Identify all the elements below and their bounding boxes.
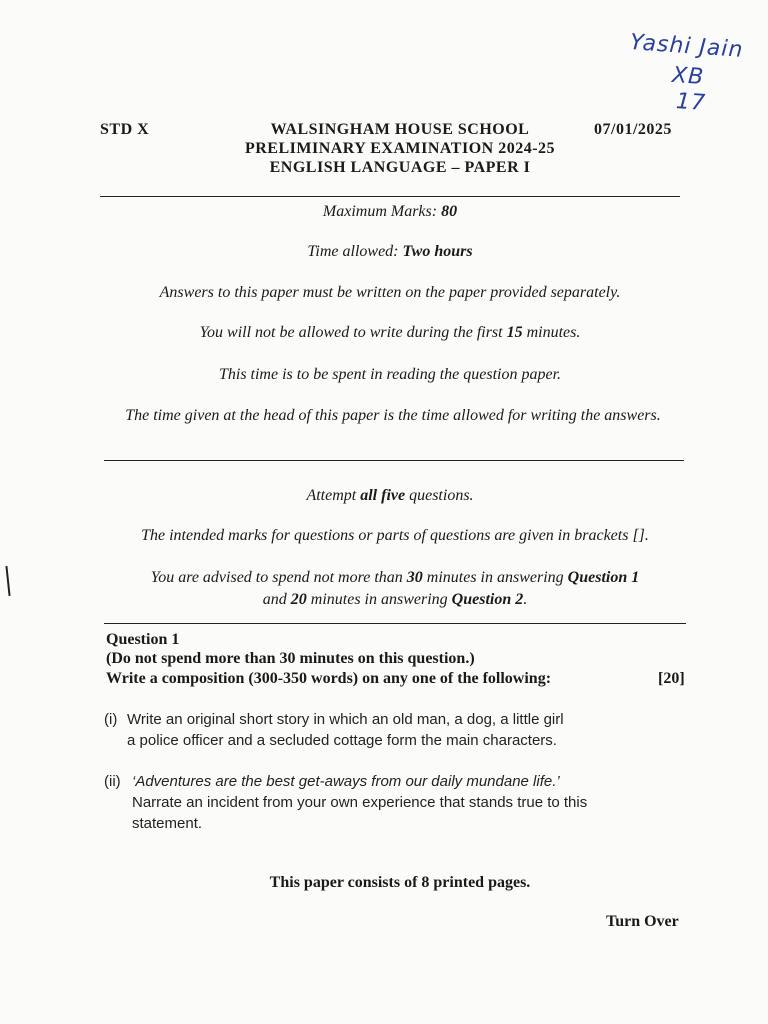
- handwritten-roll: 17: [675, 88, 707, 117]
- paper-subject: ENGLISH LANGUAGE – PAPER I: [269, 159, 531, 176]
- question1-title: Question 1: [106, 631, 180, 648]
- instructions-divider: [104, 460, 684, 461]
- max-marks: Maximum Marks: 80: [322, 203, 458, 220]
- question-divider: [104, 623, 686, 624]
- option-i-text-continued: a police officer and a secluded cottage form the main characters.: [127, 732, 557, 749]
- std-label: STD X: [100, 121, 150, 138]
- pages-note: This paper consists of 8 printed pages.: [269, 874, 531, 891]
- attempt-all: Attempt all five questions.: [306, 487, 474, 504]
- exam-date: 07/01/2025: [594, 121, 672, 138]
- instruction-time-given: The time given at the head of this paper is the time allowed for writing the answers.: [125, 407, 661, 424]
- time-allowed: Time allowed: Two hours: [307, 243, 473, 260]
- time-advice: You are advised to spend not more than 30 minutes in answering Question 1 and 20 minutes in answering Question 2.: [150, 569, 640, 608]
- option-ii-quote: ‘Adventures are the best get-aways from our daily mundane life.’: [132, 773, 560, 790]
- instruction-answers-separate: Answers to this paper must be written on the paper provided separately.: [159, 284, 621, 301]
- turn-over: Turn Over: [606, 913, 679, 930]
- margin-pen-mark: [5, 566, 10, 596]
- option-i-text: Write an original short story in which an old man, a dog, a little girl: [127, 711, 564, 728]
- option-ii-text-continued: statement.: [132, 815, 203, 832]
- exam-title: PRELIMINARY EXAMINATION 2024-25: [244, 140, 556, 157]
- handwritten-class: XB: [671, 62, 706, 91]
- school-name: WALSINGHAM HOUSE SCHOOL: [270, 121, 530, 138]
- question1-time-note: (Do not spend more than 30 minutes on this question.): [106, 650, 475, 667]
- option-ii-text: Narrate an incident from your own experience that stands true to this: [132, 794, 588, 811]
- question1-marks: [20]: [658, 670, 685, 687]
- handwritten-name: Yashi Jain: [629, 30, 745, 63]
- marks-in-brackets-note: The intended marks for questions or parts of questions are given in brackets [].: [141, 527, 649, 544]
- instruction-reading-time: This time is to be spent in reading the question paper.: [218, 366, 562, 383]
- header-divider: [100, 196, 680, 197]
- instruction-no-writing: You will not be allowed to write during the first 15 minutes.: [199, 324, 581, 341]
- option-i-label: (i): [104, 711, 118, 728]
- question1-prompt: Write a composition (300-350 words) on any one of the following:: [106, 670, 552, 687]
- option-ii-label: (ii): [104, 773, 121, 790]
